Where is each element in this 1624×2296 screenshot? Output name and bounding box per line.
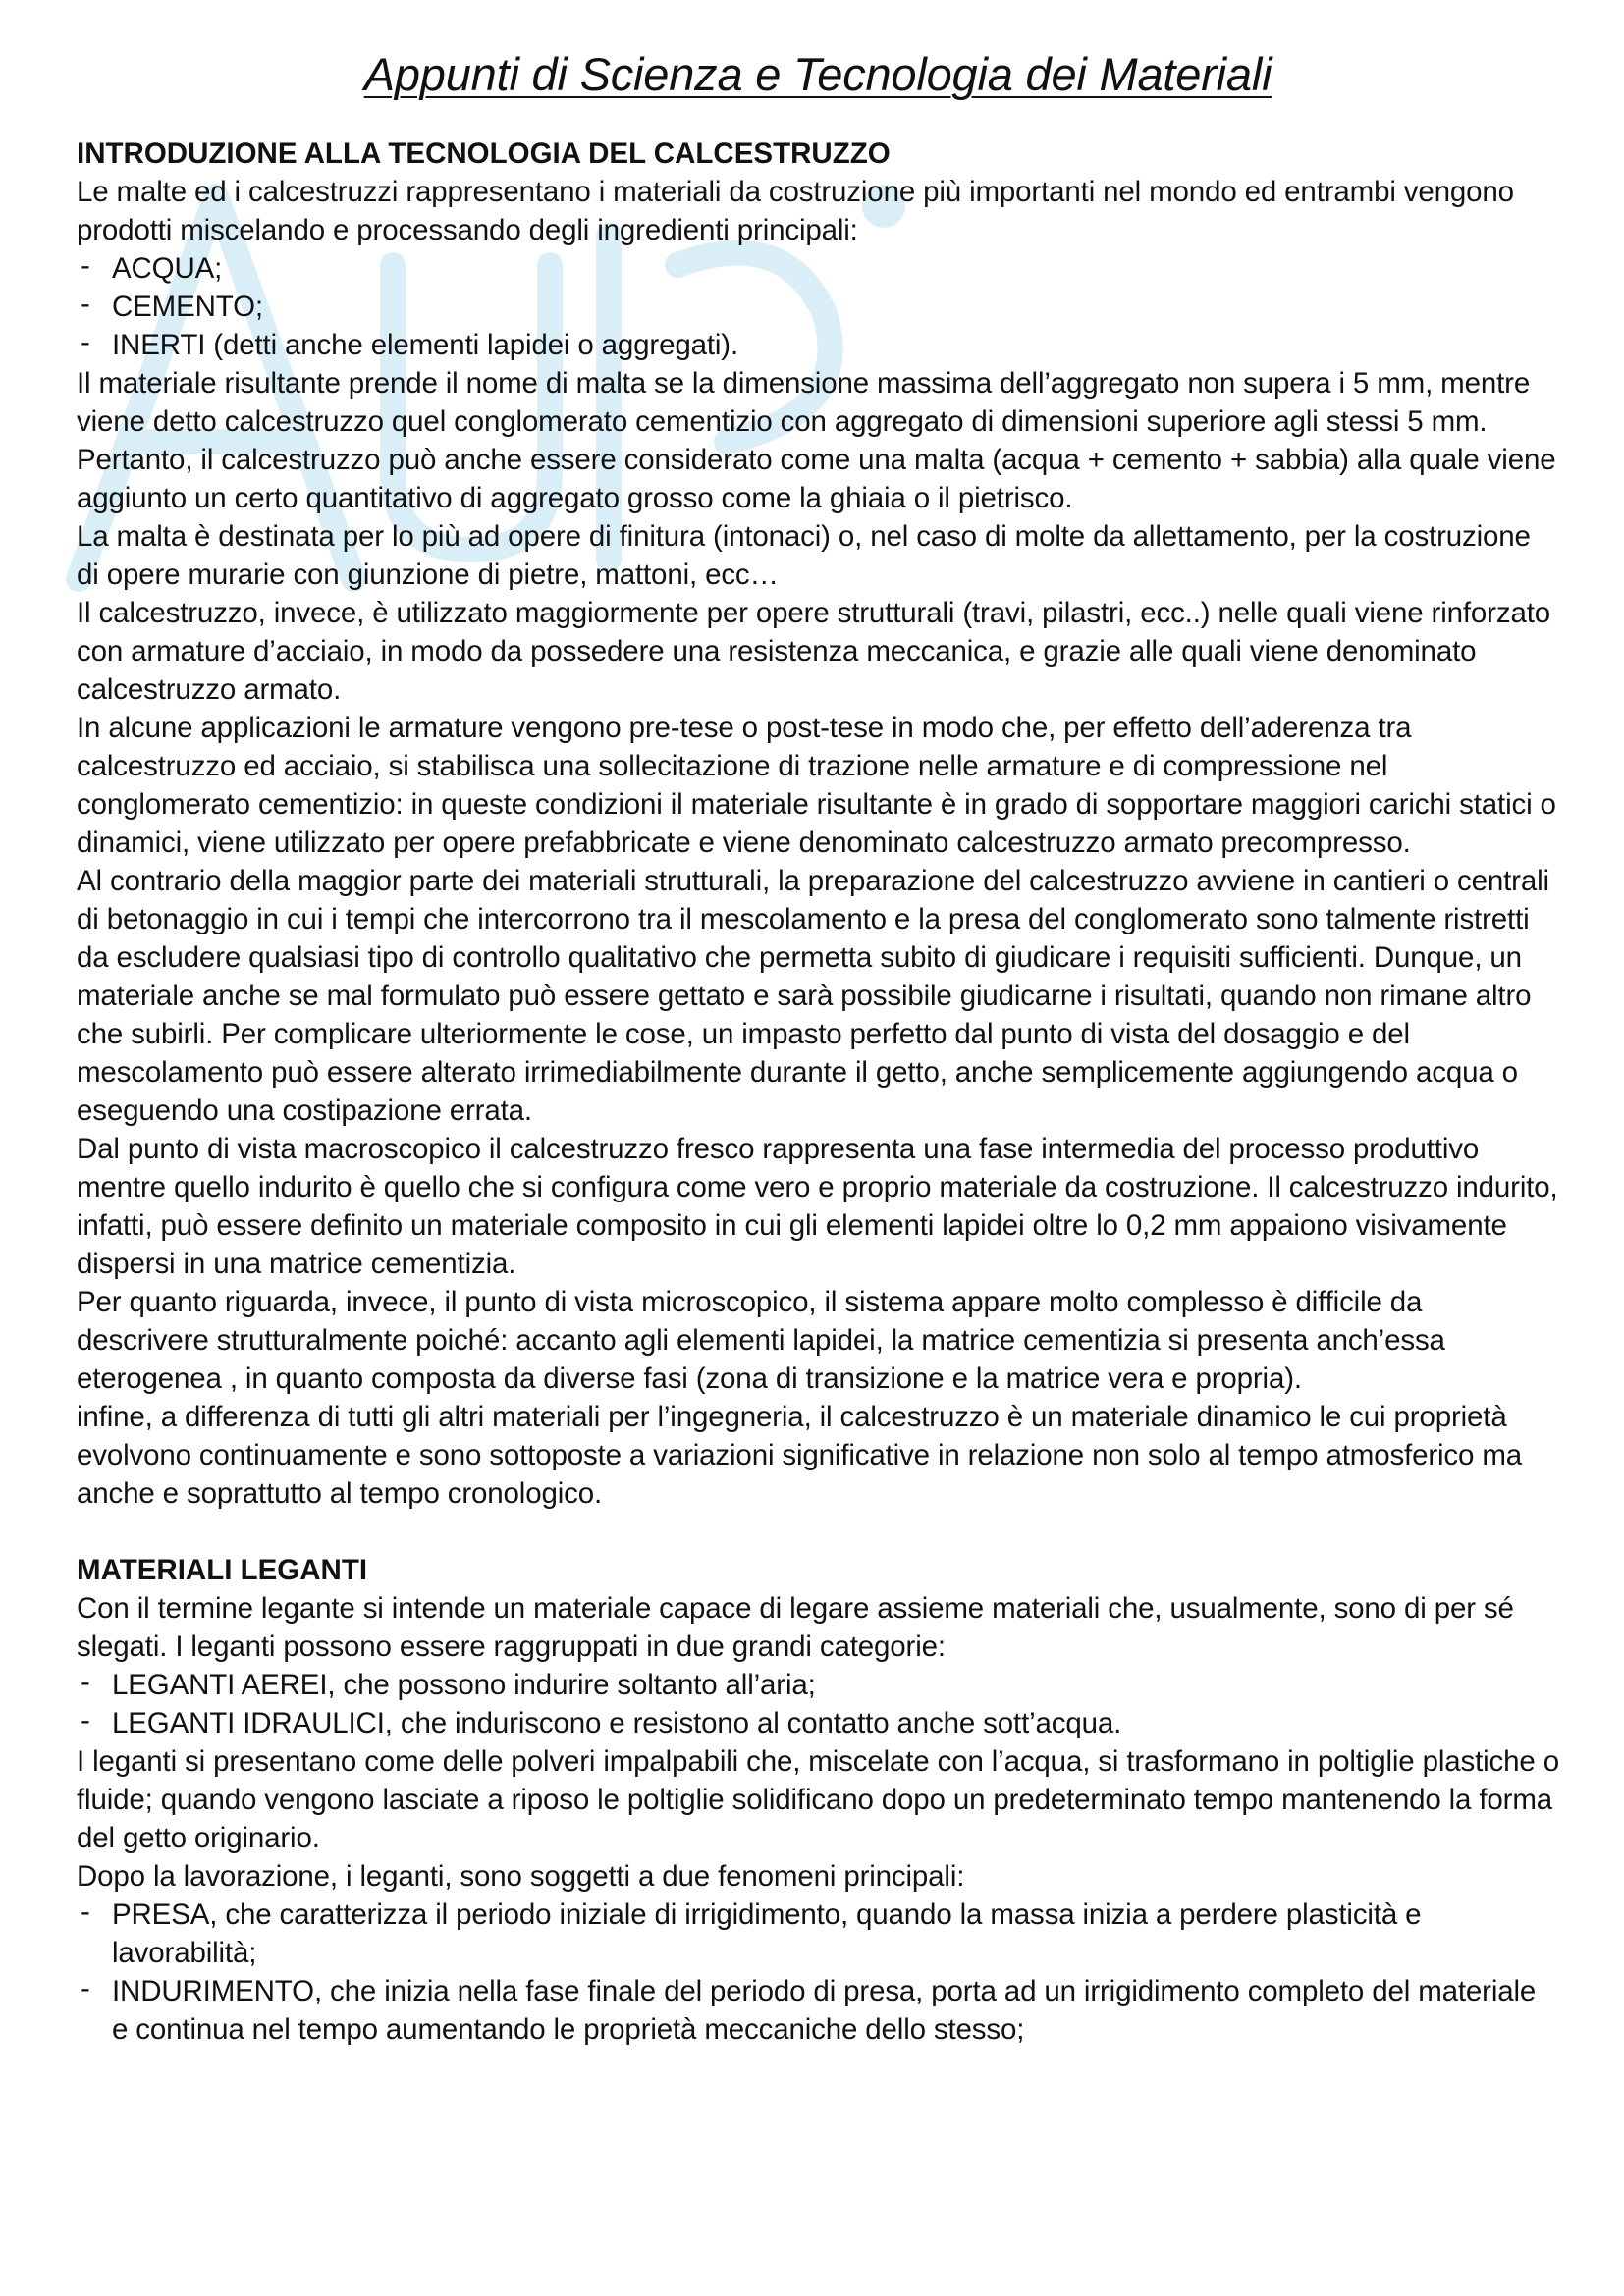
section-heading: INTRODUZIONE ALLA TECNOLOGIA DEL CALCESTRUZZO <box>77 137 891 170</box>
paragraph: Dopo la lavorazione, i leganti, sono soggetti a due fenomeni principali: <box>77 1860 965 1893</box>
paragraph: Dal punto di vista macroscopico il calcestruzzo fresco rappresenta una fase intermedia del processo produttivo mentre quello indurito è quello che si configura come vero e proprio materiale da costruzione. Il calcestruzzo indurito, infatti, può essere definito un materiale composito in cui gli elementi lapidei oltre lo 0,2 mm appaiono visivamente dispersi in una matrice cementizia. <box>77 1133 1558 1280</box>
list-item: - INDURIMENTO, che inizia nella fase finale del periodo di presa, porta ad un irrigidimento completo del materiale e continua nel tempo aumentando le proprietà meccaniche dello stesso; <box>77 1972 1559 2049</box>
list-item: - CEMENTO; <box>77 288 1559 326</box>
document-title: Appunti di Scienza e Tecnologia dei Materiali <box>363 48 1272 100</box>
paragraph: Il materiale risultante prende il nome di malta se la dimensione massima dell’aggregato non supera i 5 mm, mentre viene detto calcestruzzo quel conglomerato cementizio con aggregato di dimensioni superiore agli stessi 5 mm. Pertanto, il calcestruzzo può anche essere considerato come una malta (acqua + cemento + sabbia) alla quale viene aggiunto un certo quantitativo di aggregato grosso come la ghiaia o il pietrisco. <box>77 367 1556 514</box>
paragraph: Per quanto riguarda, invece, il punto di vista microscopico, il sistema appare molto complesso è difficile da descrivere strutturalmente poiché: accanto agli elementi lapidei, la matrice cementizia si presenta anch’essa eterogenea , in quanto composta da diverse fasi (zona di transizione e la matrice vera e propria). <box>77 1286 1445 1395</box>
section-materiali-leganti <box>77 1551 1559 2049</box>
paragraph: I leganti si presentano come delle polveri impalpabili che, miscelate con l’acqua, si trasformano in poltiglie plastiche o fluide; quando vengono lasciate a riposo le poltiglie solidificano dopo un predeterminato tempo mantenendo la forma del getto originario. <box>77 1745 1559 1854</box>
binder-categories-list <box>77 1666 1559 1742</box>
list-item: - INERTI (detti anche elementi lapidei o aggregati). <box>77 326 1559 364</box>
list-item: - PRESA, che caratterizza il periodo iniziale di irrigidimento, quando la massa inizia a perdere plasticità e lavorabilità; <box>77 1896 1559 1972</box>
section-heading: MATERIALI LEGANTI <box>77 1554 368 1586</box>
document-page <box>77 47 1559 2049</box>
ingredients-list <box>77 249 1559 364</box>
list-item: - ACQUA; <box>77 249 1559 288</box>
paragraph: Le malte ed i calcestruzzi rappresentano i materiali da costruzione più importanti nel mondo ed entrambi vengono prodotti miscelando e processando degli ingredienti principali: <box>77 176 1514 246</box>
paragraph: In alcune applicazioni le armature vengono pre-tese o post-tese in modo che, per effetto dell’aderenza tra calcestruzzo ed acciaio, si stabilisca una sollecitazione di trazione nelle armature e di compressione nel conglomerato cementizio: in queste condizioni il materiale risultante è in grado di sopportare maggiori carichi statici o dinamici, viene utilizzato per opere prefabbricate e viene denominato calcestruzzo armato precompresso. <box>77 712 1556 859</box>
paragraph: Con il termine legante si intende un materiale capace di legare assieme materiali che, usualmente, sono di per sé slegati. I leganti possono essere raggruppati in due grandi categorie: <box>77 1592 1514 1663</box>
paragraph: Il calcestruzzo, invece, è utilizzato maggiormente per opere strutturali (travi, pilastri, ecc..) nelle quali viene rinforzato con armature d’acciaio, in modo da possedere una resistenza meccanica, e grazie alle quali viene denominato calcestruzzo armato. <box>77 597 1551 706</box>
paragraph: Al contrario della maggior parte dei materiali strutturali, la preparazione del calcestruzzo avviene in cantieri o centrali di betonaggio in cui i tempi che intercorrono tra il mescolamento e la presa del conglomerato sono talmente ristretti da escludere qualsiasi tipo di controllo qualitativo che permetta subito di giudicare i requisiti sufficienti. Dunque, un materiale anche se mal formulato può essere gettato e sarà possibile giudicarne i risultati, quando non rimane altro che subirli. Per complicare ulteriormente le cose, un impasto perfetto dal punto di vista del dosaggio e del mescolamento può essere alterato irrimediabilmente durante il getto, anche semplicemente aggiungendo acqua o eseguendo una costipazione errata. <box>77 865 1549 1127</box>
list-item: - LEGANTI IDRAULICI, che induriscono e resistono al contatto anche sott’acqua. <box>77 1704 1559 1742</box>
list-item: - LEGANTI AEREI, che possono indurire soltanto all’aria; <box>77 1666 1559 1704</box>
paragraph: La malta è destinata per lo più ad opere di finitura (intonaci) o, nel caso di molte da allettamento, per la costruzione di opere murarie con giunzione di pietre, mattoni, ecc… <box>77 520 1531 591</box>
paragraph: infine, a differenza di tutti gli altri materiali per l’ingegneria, il calcestruzzo è un materiale dinamico le cui proprietà evolvono continuamente e sono sottoposte a variazioni significative in relazione non solo al tempo atmosferico ma anche e soprattutto al tempo cronologico. <box>77 1401 1523 1510</box>
section-calcestruzzo <box>77 134 1559 1513</box>
phenomena-list <box>77 1896 1559 2049</box>
